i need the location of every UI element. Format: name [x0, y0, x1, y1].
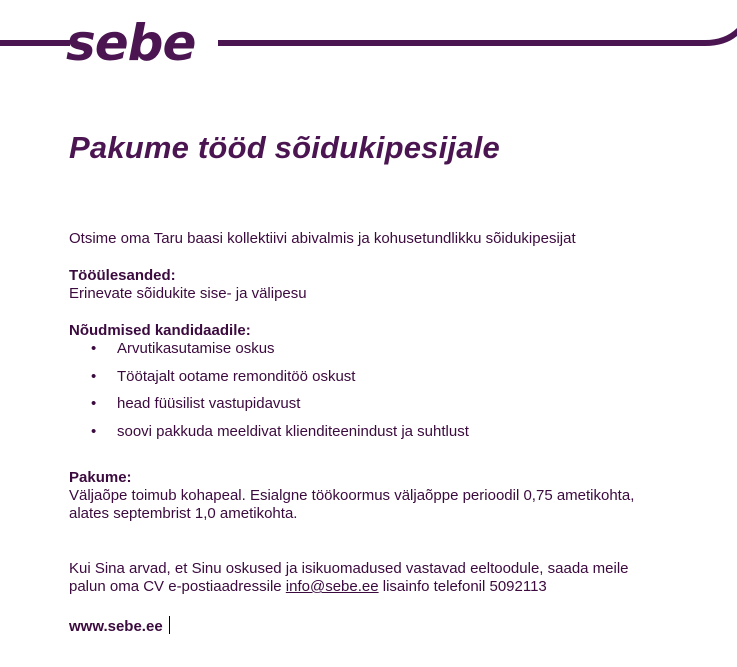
- offer-section: [69, 469, 709, 523]
- list-item-text: soovi pakkuda meeldivat klienditeenindust ja suhtlust: [117, 422, 469, 440]
- requirements-heading: Nõudmised kandidaadile:: [69, 322, 251, 339]
- list-item: [91, 395, 709, 423]
- offer-line-1: Väljaõpe toimub kohapeal. Esialgne töökoormus väljaõppe perioodil 0,75 ametikohta,: [69, 487, 635, 504]
- header-stripe-left: [0, 40, 70, 46]
- logo-wordmark: sebe: [66, 14, 196, 72]
- contact-line-1: Kui Sina arvad, et Sinu oskused ja isikuomadused vastavad eeltoodule, saada meile: [69, 560, 629, 577]
- text-cursor: [169, 616, 170, 634]
- offer-heading: Pakume:: [69, 469, 132, 486]
- duties-heading: Tööülesanded:: [69, 267, 176, 284]
- sebe-logo: [0, 0, 737, 80]
- list-item: [91, 368, 709, 396]
- contact-text-after: lisainfo telefonil 5092113: [378, 578, 547, 595]
- list-item-text: Arvutikasutamise oskus: [117, 340, 275, 357]
- header-banner: [0, 0, 737, 80]
- contact-line-2: [69, 578, 709, 596]
- list-item: [91, 423, 709, 451]
- website-link[interactable]: [69, 616, 170, 636]
- duties-text: Erinevate sõidukite sise- ja välipesu: [69, 285, 307, 302]
- job-ad-body: [69, 230, 709, 636]
- list-item: [91, 340, 709, 368]
- requirements-section: [69, 322, 709, 450]
- header-stripe-right: [218, 28, 737, 46]
- contact-section: [69, 560, 709, 596]
- list-item-text: head füüsilist vastupidavust: [117, 395, 301, 412]
- bullet-icon: •: [91, 367, 97, 385]
- requirements-list: [69, 340, 709, 450]
- list-item-text: Töötajalt ootame remonditöö oskust: [117, 367, 356, 385]
- bullet-icon: •: [91, 395, 97, 412]
- offer-line-2: alates septembrist 1,0 ametikohta.: [69, 505, 298, 522]
- email-link[interactable]: info@sebe.ee: [285, 578, 379, 595]
- website-text[interactable]: www.sebe.ee: [69, 618, 163, 635]
- bullet-icon: •: [91, 422, 97, 440]
- contact-text-before: palun oma CV e-postiaadressile: [69, 578, 286, 595]
- bullet-icon: •: [91, 340, 97, 357]
- intro-text: Otsime oma Taru baasi kollektiivi abivalmis ja kohusetundlikku sõidukipesijat: [69, 230, 576, 247]
- page-title: Pakume tööd sõidukipesijale: [69, 130, 500, 165]
- duties-section: [69, 267, 709, 303]
